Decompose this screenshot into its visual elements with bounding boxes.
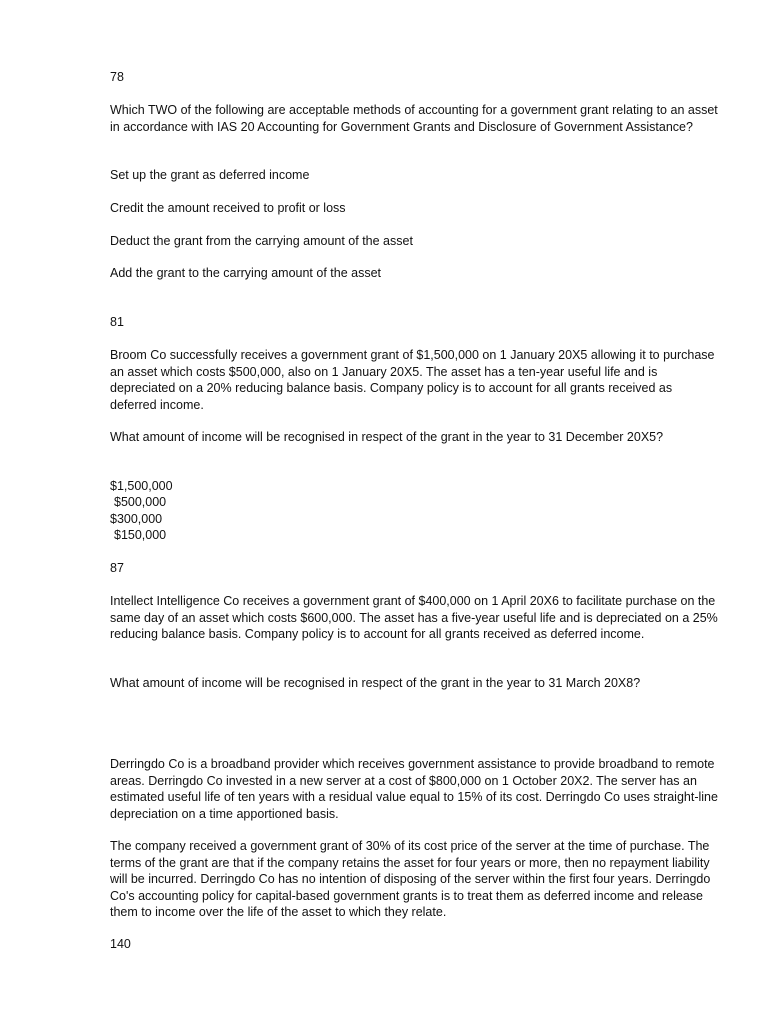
q81-option-4: $150,000	[114, 528, 167, 542]
q78-option-4: Add the grant to the carrying amount of the asset	[110, 266, 381, 280]
q81-option-1: $1,500,000	[110, 479, 173, 493]
question-78-text: Which TWO of the following are acceptable methods of accounting for a government grant relating to an asset in accordance with IAS 20 Accounting for Government Grants and Disclosure of Government Assistance?	[110, 103, 718, 134]
question-number-140: 140	[110, 937, 131, 951]
q81-option-2: $500,000	[114, 495, 167, 509]
question-number-78: 78	[110, 70, 124, 84]
q78-option-2: Credit the amount received to profit or loss	[110, 201, 346, 215]
question-87-scenario: Intellect Intelligence Co receives a government grant of $400,000 on 1 April 20X6 to facilitate purchase on the same day of an asset which costs $600,000. The asset has a five-year useful life and is depreciated on a 25% reducing balance basis. Company policy is to account for all grants received as deferred income.	[110, 594, 718, 641]
question-number-87: 87	[110, 561, 124, 575]
question-number-81: 81	[110, 315, 124, 329]
q78-option-3: Deduct the grant from the carrying amount of the asset	[110, 234, 413, 248]
derringdo-paragraph-2: The company received a government grant of 30% of its cost price of the server at the time of purchase. The terms of the grant are that if the company retains the asset for four years or more, then no repayment liability will be incurred. Derringdo Co has no intention of disposing of the server within the first four years. Derringdo Co's accounting policy for capital-based government grants is to treat them as deferred income and release them to income over the life of the asset to which they relate.	[110, 839, 711, 919]
question-81-scenario: Broom Co successfully receives a government grant of $1,500,000 on 1 January 20X5 allowing it to purchase an asset which costs $500,000, also on 1 January 20X5. The asset has a ten-year useful life and is depreciated on a 20% reducing balance basis. Company policy is to account for all grants received as deferred income.	[110, 348, 715, 412]
question-87-text: What amount of income will be recognised in respect of the grant in the year to 31 March 20X8?	[110, 676, 641, 690]
question-81-text: What amount of income will be recognised in respect of the grant in the year to 31 December 20X5?	[110, 430, 664, 444]
derringdo-paragraph-1: Derringdo Co is a broadband provider which receives government assistance to provide broadband to remote areas. Derringdo Co invested in a new server at a cost of $800,000 on 1 October 20X2. The server has an estimated useful life of ten years with a residual value equal to 15% of its cost. Derringdo Co uses straight-line depreciation on a time apportioned basis.	[110, 757, 718, 821]
q78-option-1: Set up the grant as deferred income	[110, 168, 310, 182]
q81-option-3: $300,000	[110, 512, 163, 526]
